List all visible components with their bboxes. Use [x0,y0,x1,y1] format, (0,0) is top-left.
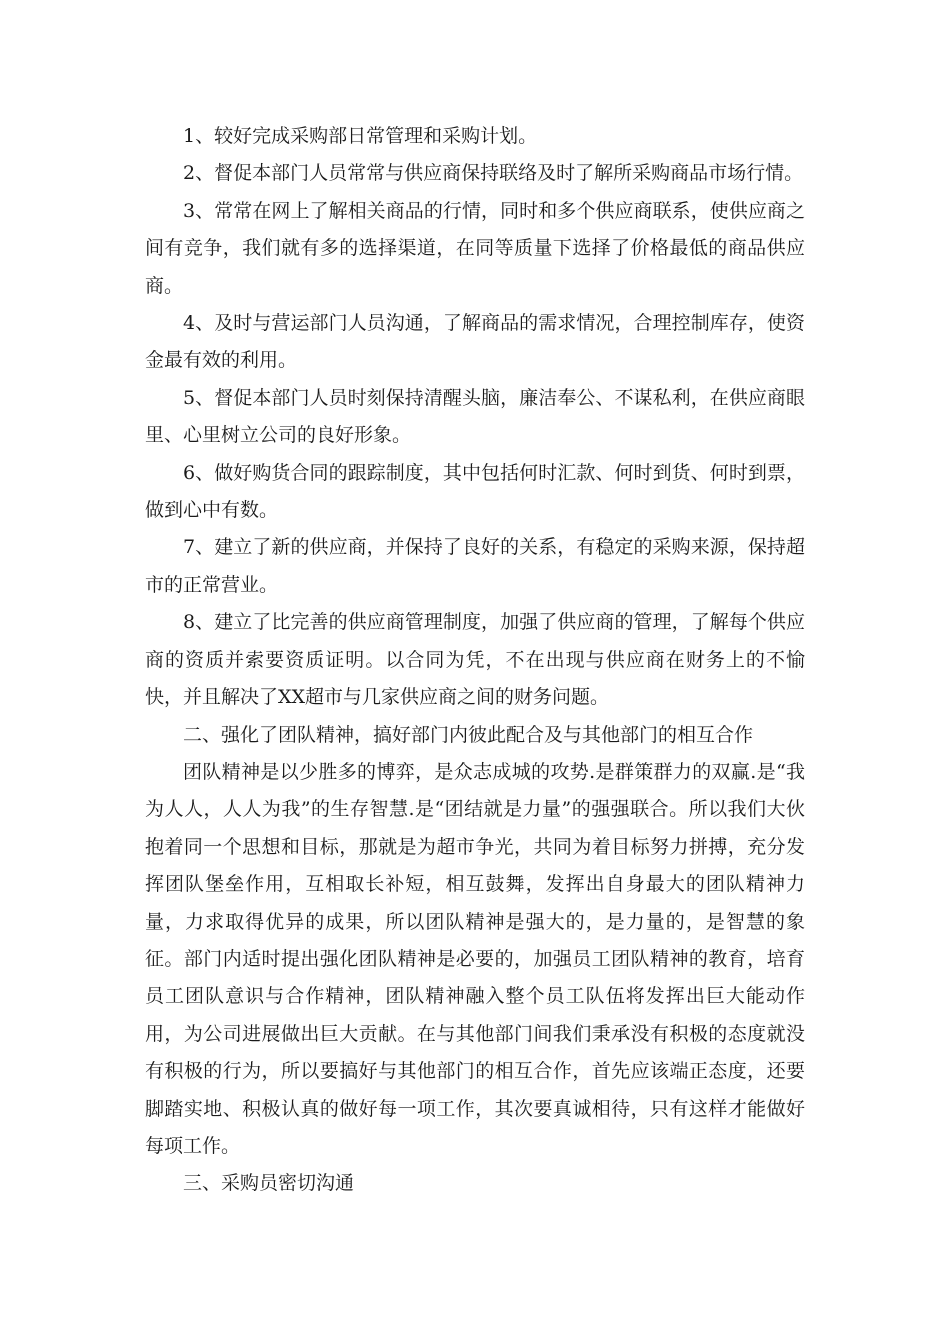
document-body [145,118,805,1203]
list-item-8: 8、建立了比完善的供应商管理制度，加强了供应商的管理，了解每个供应商的资质并索要资质证明。以合同为凭，不在出现与供应商在财务上的不愉快，并且解决了XX超市与几家供应商之间的财务问题。 [145,611,805,709]
body-paragraph-team-spirit: 团队精神是以少胜多的博弈，是众志成城的攻势.是群策群力的双赢.是“我为人人，人人为我”的生存智慧.是“团结就是力量”的强强联合。所以我们大伙抱着同一个思想和目标，那就是为超市争光，共同为着目标努力拼搏，充分发挥团队堡垒作用，互相取长补短，相互鼓舞，发挥出自身最大的团队精神力量，力求取得优异的成果，所以团队精神是强大的，是力量的，是智慧的象征。部门内适时提出强化团队精神是必要的，加强员工团队精神的教育，培育员工团队意识与合作精神，团队精神融入整个员工队伍将发挥出巨大能动作用，为公司进展做出巨大贡献。在与其他部门间我们秉承没有积极的态度就没有积极的行为，所以要搞好与其他部门的相互合作，首先应该端正态度，还要脚踏实地、积极认真的做好每一项工作，其次要真诚相待，只有这样才能做好每项工作。 [145,760,805,1157]
list-item-4: 4、及时与营运部门人员沟通，了解商品的需求情况，合理控制库存，使资金最有效的利用。 [145,312,805,372]
list-item-1: 1、较好完成采购部日常管理和采购计划。 [183,125,538,147]
list-item-2: 2、督促本部门人员常常与供应商保持联络及时了解所采购商品市场行情。 [183,162,804,185]
list-item-7: 7、建立了新的供应商，并保持了良好的关系，有稳定的采购来源，保持超市的正常营业。 [145,536,805,596]
section-heading-3: 三、采购员密切沟通 [183,1172,355,1195]
list-item-5: 5、督促本部门人员时刻保持清醒头脑，廉洁奉公、不谋私利，在供应商眼里、心里树立公司的良好形象。 [145,386,805,447]
list-item-6: 6、做好购货合同的跟踪制度，其中包括何时汇款、何时到货、何时到票，做到心中有数。 [145,461,805,522]
section-heading-2: 二、强化了团队精神，搞好部门内彼此配合及与其他部门的相互合作 [183,723,754,746]
list-item-3: 3、常常在网上了解相关商品的行情，同时和多个供应商联系，使供应商之间有竞争，我们就有多的选择渠道，在同等质量下选择了价格最低的商品供应商。 [145,199,805,297]
